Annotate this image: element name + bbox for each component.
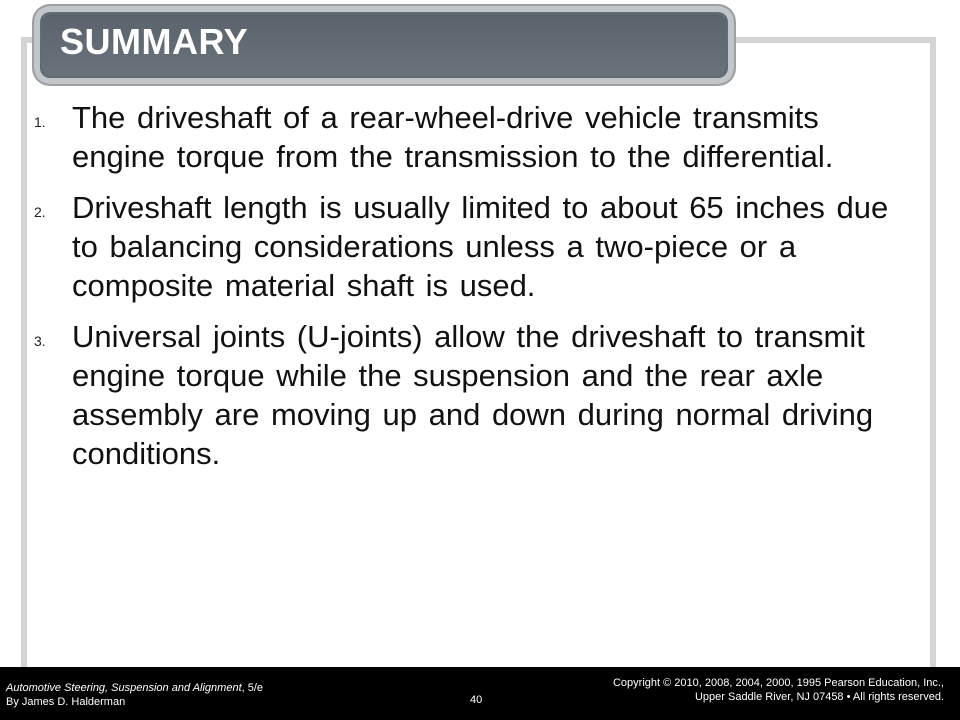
page-number: 40 <box>470 694 483 706</box>
footer-bar <box>0 667 960 720</box>
footer-book-info <box>6 681 263 709</box>
list-item-text: Driveshaft length is usually limited to about 65 inches due to balancing considerations unless a two-piece or a composite material shaft is used. <box>72 190 889 303</box>
slide-title: SUMMARY <box>60 21 249 62</box>
list-item-number: 1. <box>34 114 46 130</box>
summary-list <box>34 98 894 485</box>
list-item-number: 3. <box>34 333 46 349</box>
list-item <box>34 98 894 176</box>
copyright-line-1: Copyright © 2010, 2008, 2004, 2000, 1995 Pearson Education, Inc., <box>612 677 944 689</box>
list-item-number: 2. <box>34 204 46 220</box>
copyright-line-2: Upper Saddle River, NJ 07458 • All rights reserved. <box>694 691 944 703</box>
book-author: By James D. Halderman <box>6 696 126 708</box>
list-item <box>34 188 894 305</box>
list-item-text: The driveshaft of a rear-wheel-drive vehicle transmits engine torque from the transmission to the differential. <box>72 100 834 174</box>
list-item-text: Universal joints (U-joints) allow the driveshaft to transmit engine torque while the suspension and the rear axle assembly are moving up and down during normal driving conditions. <box>72 319 874 471</box>
list-item <box>34 317 894 473</box>
book-title: Automotive Steering, Suspension and Alignment <box>6 682 242 694</box>
book-edition: , 5/e <box>241 682 264 694</box>
footer-copyright <box>613 676 944 704</box>
